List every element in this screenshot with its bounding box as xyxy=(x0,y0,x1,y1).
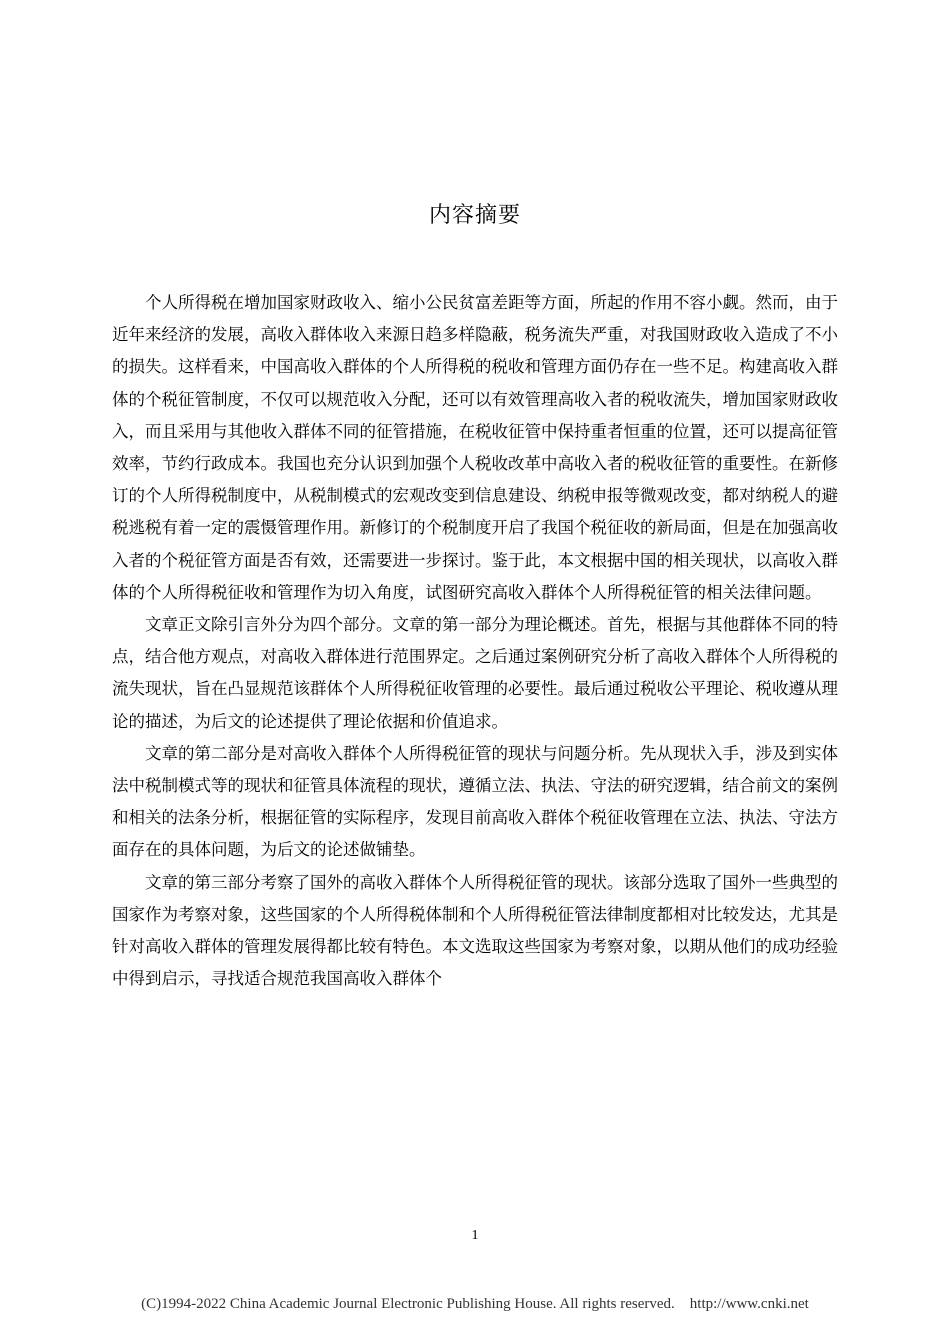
page-number: 1 xyxy=(471,1228,479,1243)
paragraph-3: 文章的第二部分是对高收入群体个人所得税征管的现状与问题分析。先从现状入手，涉及到实体法中税制模式等的现状和征管具体流程的现状，遵循立法、执法、守法的研究逻辑，结合前文的案例和相关的法条分析，根据征管的实际程序，发现目前高收入群体个税征收管理在立法、执法、守法方面存在的具体问题，为后文的论述做铺垫。 xyxy=(112,743,838,860)
paragraph-1: 个人所得税在增加国家财政收入、缩小公民贫富差距等方面，所起的作用不容小觑。然而，由于近年来经济的发展，高收入群体收入来源日趋多样隐蔽，税务流失严重，对我国财政收入造成了不小的损失。这样看来，中国高收入群体的个人所得税的税收和管理方面仍存在一些不足。构建高收入群体的个税征管制度，不仅可以规范收入分配，还可以有效管理高收入者的税收流失，增加国家财政收入，而且采用与其他收入群体不同的征管措施，在税收征管中保持重者恒重的位置，还可以提高征管效率，节约行政成本。我国也充分认识到加强个人税收改革中高收入者的税收征管的重要性。在新修订的个人所得税制度中，从税制模式的宏观改变到信息建设、纳税申报等微观改变，都对纳税人的避税逃税有着一定的震慑管理作用。新修订的个税制度开启了我国个税征收的新局面，但是在加强高收入者的个税征管方面是否有效，还需要进一步探讨。鉴于此，本文根据中国的相关现状，以高收入群体的个人所得税征收和管理作为切入角度，试图研究高收入群体个人所得税征管的相关法律问题。 xyxy=(112,293,838,602)
paragraph-2: 文章正文除引言外分为四个部分。文章的第一部分为理论概述。首先，根据与其他群体不同的特点，结合他方观点，对高收入群体进行范围界定。之后通过案例研究分析了高收入群体个人所得税的流失现状，旨在凸显规范该群体个人所得税征收管理的必要性。最后通过税收公平理论、税收遵从理论的描述，为后文的论述提供了理论依据和价值追求。 xyxy=(112,615,838,731)
paragraph-4: 文章的第三部分考察了国外的高收入群体个人所得税征管的现状。该部分选取了国外一些典型的国家作为考察对象，这些国家的个人所得税体制和个人所得税征管法律制度都相对比较发达，尤其是针对高收入群体的管理发展得都比较有特色。本文选取这些国家为考察对象，以期从他们的成功经验中得到启示，寻找适合规范我国高收入群体个 xyxy=(112,872,838,989)
abstract-title: 内容摘要 xyxy=(428,203,521,228)
copyright-footer: (C)1994-2022 China Academic Journal Electronic Publishing House. All rights reserved. http://www.cnki.net xyxy=(141,1296,809,1312)
abstract-body xyxy=(112,287,838,995)
